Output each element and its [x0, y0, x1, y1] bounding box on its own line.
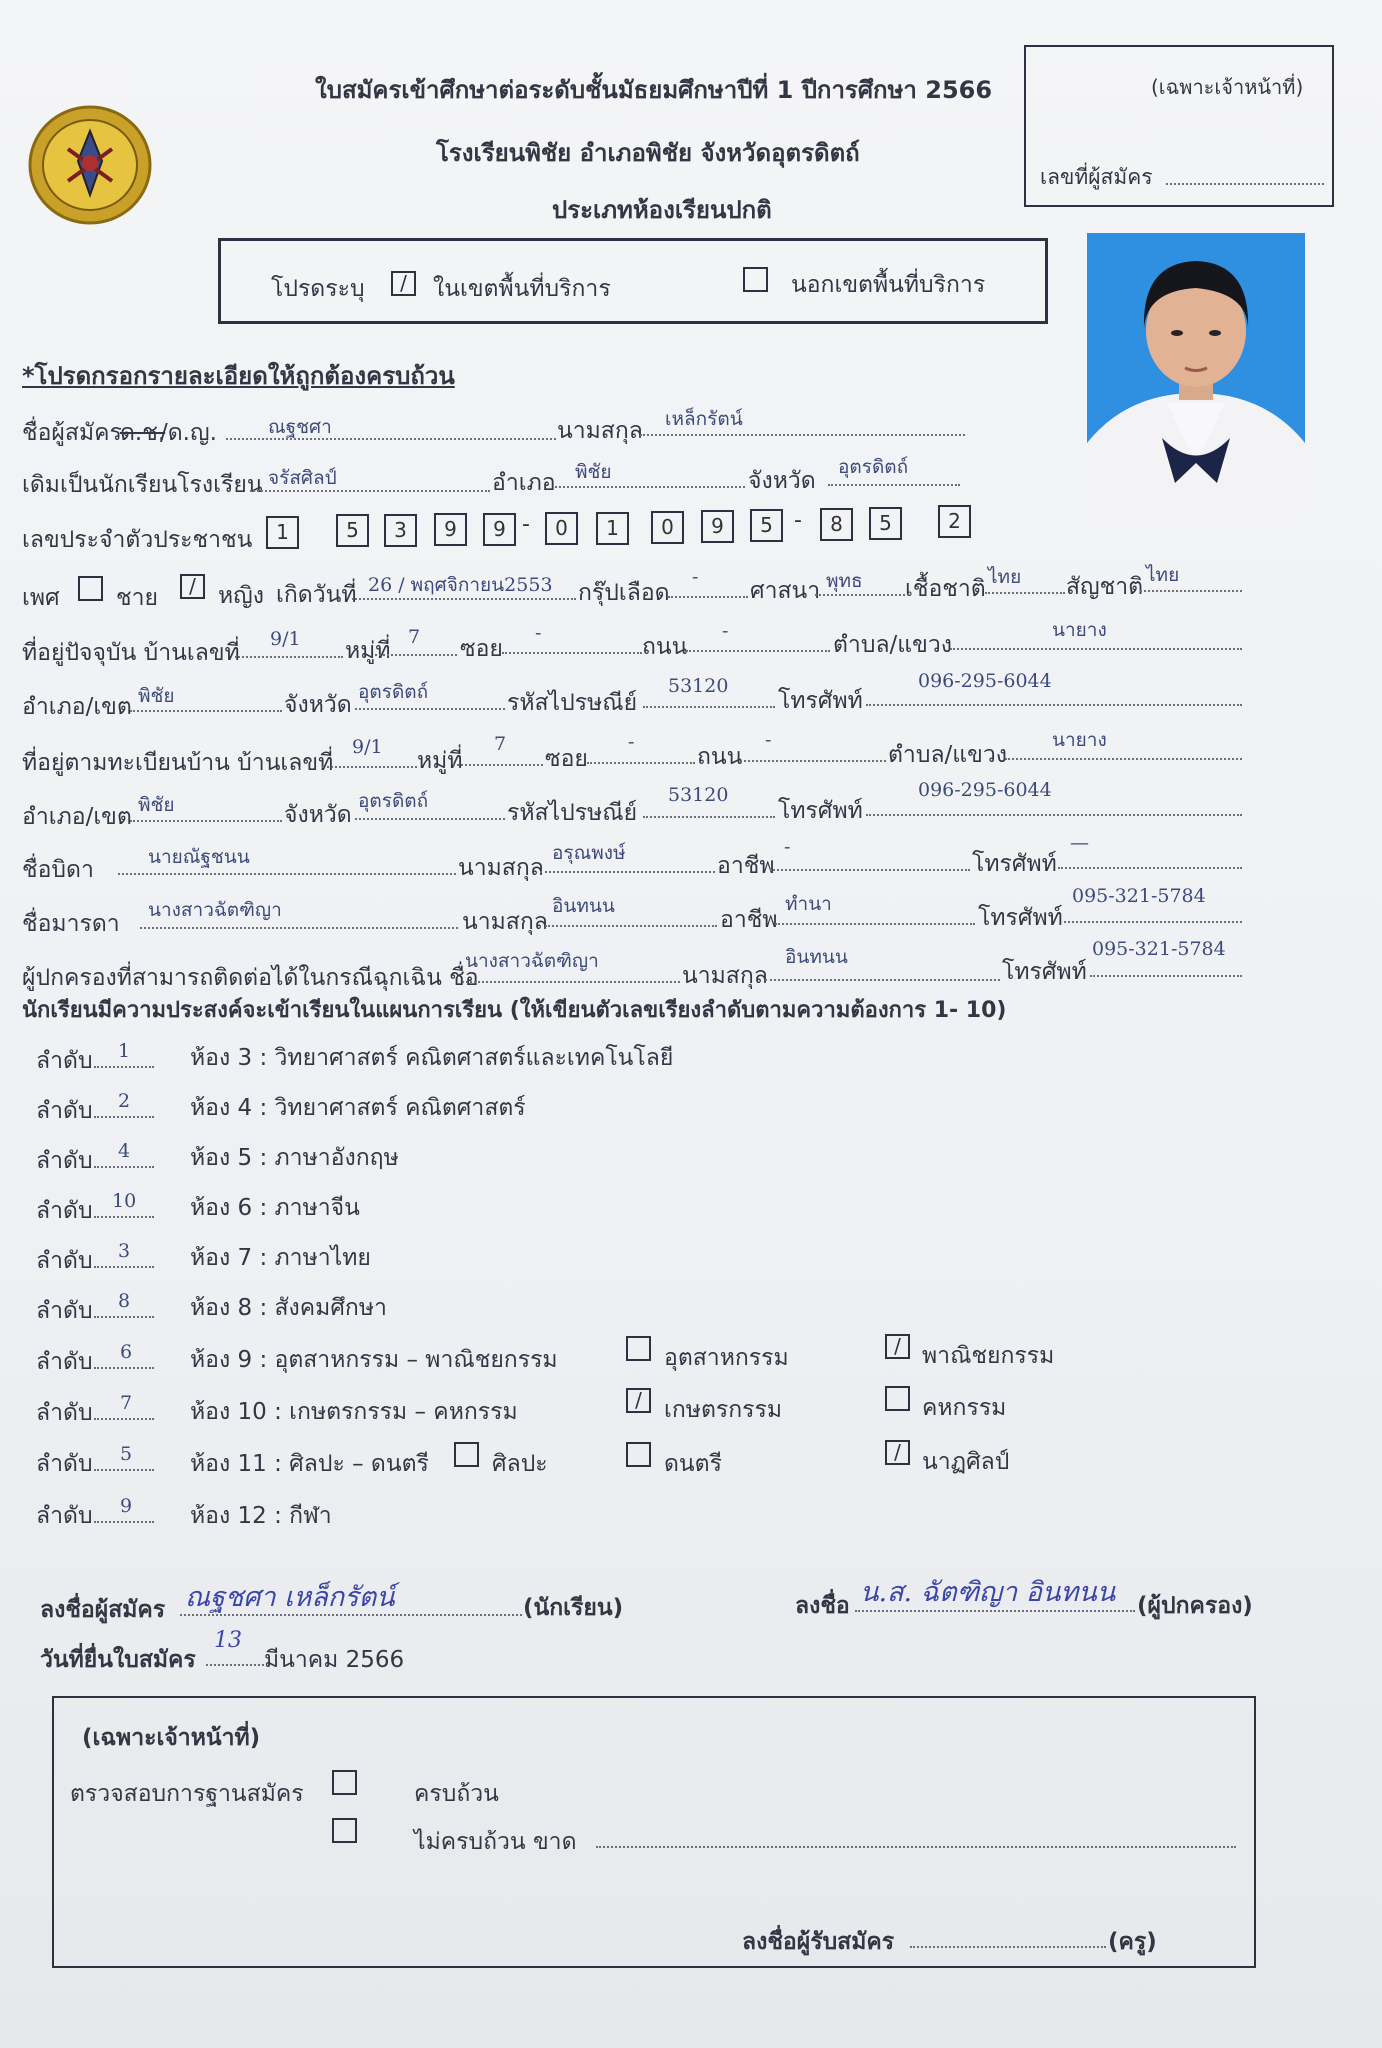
rank-field[interactable]	[94, 1166, 154, 1168]
rank-field[interactable]	[94, 1418, 154, 1420]
title-struck: ด.ช.	[120, 420, 166, 446]
mother-name-value: นางสาวฉัตฑิญา	[148, 899, 282, 921]
plan-room: ห้อง 6 : ภาษาจีน	[190, 1195, 360, 1221]
student-role-label: (นักเรียน)	[523, 1595, 624, 1621]
agriculture-checkbox[interactable]: /	[626, 1388, 651, 1413]
registered-subdistrict-field[interactable]	[1005, 758, 1242, 760]
current-subdistrict-label: ตำบล/แขวง	[833, 632, 952, 658]
blood-field[interactable]	[668, 596, 748, 598]
current-postal-field[interactable]	[643, 706, 775, 708]
rank-field[interactable]	[94, 1116, 154, 1118]
class-type: ประเภทห้องเรียนปกติ	[552, 196, 772, 224]
rank-label: ลำดับ	[36, 1298, 93, 1324]
current-province-value: อุตรดิตถ์	[358, 681, 429, 703]
school-logo-icon	[26, 103, 154, 227]
receiver-sign-label: ลงชื่อผู้รับสมัคร	[742, 1929, 895, 1955]
guardian-surname-field[interactable]	[765, 979, 1000, 981]
birth-value: 26 / พฤศจิกายน2553	[368, 574, 553, 596]
registered-district-field[interactable]	[130, 820, 282, 822]
rank-value: 10	[112, 1190, 137, 1212]
mother-job-field[interactable]	[775, 923, 975, 925]
father-phone-field[interactable]	[1058, 867, 1242, 869]
commerce-label: พาณิชยกรรม	[922, 1343, 1055, 1369]
current-province-label: จังหวัด	[284, 692, 352, 718]
birth-label: เกิดวันที่	[276, 582, 357, 608]
rank-label: ลำดับ	[36, 1048, 93, 1074]
current-moo-label: หมู่ที่	[345, 638, 391, 664]
school-name: โรงเรียนพิชัย อำเภอพิชัย จังหวัดอุตรดิตถ์	[436, 139, 860, 167]
teacher-role-label: (ครู)	[1108, 1929, 1157, 1955]
guardian-label: ผู้ปกครองที่สามารถติดต่อได้ในกรณีฉุกเฉิน ชื่อ	[22, 965, 479, 991]
registered-district-label: อำเภอ/เขต	[22, 804, 132, 830]
rank-value: 5	[120, 1443, 133, 1465]
mother-job-value: ทำนา	[785, 893, 832, 915]
father-name-field[interactable]	[118, 873, 456, 875]
current-phone-field[interactable]	[866, 704, 1242, 706]
agriculture-label: เกษตรกรรม	[664, 1397, 783, 1423]
registered-province-label: จังหวัด	[284, 802, 352, 828]
registered-road-field[interactable]	[740, 760, 886, 762]
complete-checkbox[interactable]	[332, 1770, 357, 1795]
art-label: ศิลปะ	[492, 1451, 548, 1477]
rank-field[interactable]	[94, 1266, 154, 1268]
nationality-value: ไทย	[1146, 564, 1180, 586]
mother-name-field[interactable]	[140, 927, 458, 929]
mother-phone-field[interactable]	[1064, 921, 1242, 923]
art-checkbox[interactable]	[454, 1442, 479, 1467]
rank-value: 3	[118, 1240, 131, 1262]
officer-number-box	[1024, 45, 1334, 207]
current-house-field[interactable]	[235, 656, 343, 658]
rank-field[interactable]	[94, 1316, 154, 1318]
id-digit[interactable]: 1	[596, 512, 629, 545]
id-digit[interactable]: 9	[701, 510, 734, 543]
race-label: เชื้อชาติ	[905, 576, 986, 602]
rank-label: ลำดับ	[36, 1248, 93, 1274]
zone-in-checkbox[interactable]: /	[391, 271, 416, 296]
music-label: ดนตรี	[664, 1451, 722, 1477]
id-digit[interactable]: 0	[545, 512, 578, 545]
id-digit[interactable]: 1	[266, 516, 299, 549]
prev-school-value: จรัสศิลป์	[268, 467, 337, 489]
father-surname-field[interactable]	[540, 871, 715, 873]
rank-value: 4	[118, 1140, 131, 1162]
officer-section-title: (เฉพาะเจ้าหน้าที่)	[82, 1725, 261, 1751]
id-digit[interactable]: 5	[336, 514, 369, 547]
plan-room: ห้อง 10 : เกษตรกรรม – คหกรรม	[190, 1399, 518, 1425]
registered-phone-value: 096-295-6044	[918, 779, 1052, 801]
gender-male-checkbox[interactable]	[78, 576, 103, 601]
registered-phone-label: โทรศัพท์	[778, 798, 863, 824]
zone-out-label: นอกเขตพื้นที่บริการ	[791, 272, 986, 298]
registered-road-label: ถนน	[697, 744, 743, 770]
guardian-name-value: นางสาวฉัตฑิญา	[465, 950, 599, 972]
rank-value: 9	[120, 1495, 133, 1517]
rank-label: ลำดับ	[36, 1451, 93, 1477]
dance-label: นาฏศิลป์	[922, 1449, 1010, 1475]
current-subdistrict-field[interactable]	[950, 648, 1242, 650]
id-digit[interactable]: 3	[384, 514, 417, 547]
father-job-label: อาชีพ	[717, 853, 775, 879]
plan-heading: นักเรียนมีความประสงค์จะเข้าเรียนในแผนการเรียน (ให้เขียนตัวเลขเรียงลำดับตามความต้องการ 1- 10)	[22, 998, 1007, 1023]
id-digit[interactable]: 8	[820, 508, 853, 541]
current-moo-field[interactable]	[375, 654, 457, 656]
plan-room: ห้อง 3 : วิทยาศาสตร์ คณิตศาสตร์และเทคโนโลยี	[190, 1045, 674, 1071]
current-road-value: -	[722, 620, 729, 642]
registered-address-label: ที่อยู่ตามทะเบียนบ้าน บ้านเลขที่	[22, 750, 334, 776]
father-phone-label: โทรศัพท์	[972, 851, 1057, 877]
nationality-label: สัญชาติ	[1066, 574, 1144, 600]
rank-label: ลำดับ	[36, 1098, 93, 1124]
zone-in-label: ในเขตพื้นที่บริการ	[433, 276, 611, 302]
religion-label: ศาสนา	[750, 578, 821, 604]
instruction-text: *โปรดกรอกรายละเอียดให้ถูกต้องครบถ้วน	[22, 362, 455, 390]
zone-selection-box	[218, 238, 1048, 324]
plan-room: ห้อง 9 : อุตสาหกรรม – พาณิชยกรรม	[190, 1347, 558, 1373]
father-phone-value: —	[1070, 832, 1089, 854]
current-postal-label: รหัสไปรษณีย์	[507, 690, 638, 716]
title-girl: /ด.ญ.	[160, 420, 217, 446]
rank-label: ลำดับ	[36, 1400, 93, 1426]
gender-female-checkbox[interactable]: /	[180, 574, 205, 599]
applicant-no-label: เลขที่ผู้สมัคร	[1040, 165, 1153, 189]
submit-day-value: 13	[214, 1628, 242, 1653]
prev-district-label: อำเภอ	[492, 470, 556, 496]
current-house-value: 9/1	[270, 628, 301, 650]
industry-checkbox[interactable]	[626, 1336, 651, 1361]
nationality-field[interactable]	[1140, 590, 1242, 592]
submit-date-label: วันที่ยื่นใบสมัคร	[40, 1647, 196, 1673]
gender-male-label: ชาย	[116, 585, 159, 611]
plan-room: ห้อง 11 : ศิลปะ – ดนตรี	[190, 1451, 429, 1477]
applicant-sign-label: ลงชื่อผู้สมัคร	[40, 1597, 166, 1623]
gender-female-label: หญิง	[218, 583, 264, 609]
registered-postal-label: รหัสไปรษณีย์	[507, 800, 638, 826]
applicant-no-field[interactable]	[1166, 183, 1324, 185]
current-moo-value: 7	[408, 626, 421, 648]
guardian-name-field[interactable]	[462, 981, 680, 983]
home-economics-label: คหกรรม	[922, 1395, 1007, 1421]
rank-field[interactable]	[94, 1367, 154, 1369]
rank-label: ลำดับ	[36, 1349, 93, 1375]
industry-label: อุตสาหกรรม	[664, 1345, 789, 1371]
rank-label: ลำดับ	[36, 1503, 93, 1529]
registered-house-field[interactable]	[322, 766, 417, 768]
guardian-phone-value: 095-321-5784	[1092, 938, 1226, 960]
registered-moo-label: หมู่ที่	[417, 748, 463, 774]
id-digit[interactable]: 2	[938, 505, 971, 538]
current-soi-label: ซอย	[460, 636, 503, 662]
mother-surname-value: อินทนน	[552, 895, 615, 917]
prev-province-value: อุตรดิตถ์	[838, 456, 909, 478]
current-soi-value: -	[535, 622, 542, 644]
prev-province-label: จังหวัด	[748, 468, 816, 494]
home-economics-checkbox[interactable]	[885, 1386, 910, 1411]
father-surname-label: นามสกุล	[458, 855, 544, 881]
current-soi-field[interactable]	[502, 652, 642, 654]
officer-only-label: (เฉพาะเจ้าหน้าที่)	[1151, 75, 1304, 99]
guardian-phone-label: โทรศัพท์	[1002, 959, 1087, 985]
father-label: ชื่อบิดา	[22, 857, 94, 883]
incomplete-label: ไม่ครบถ้วน ขาด	[414, 1829, 577, 1855]
guardian-phone-field[interactable]	[1090, 975, 1242, 977]
guardian-sign-label: ลงชื่อ	[795, 1593, 850, 1619]
mother-surname-field[interactable]	[545, 925, 717, 927]
id-label: เลขประจำตัวประชาชน	[22, 527, 253, 553]
prev-school-label: เดิมเป็นนักเรียนโรงเรียน	[22, 472, 263, 498]
registered-house-value: 9/1	[352, 736, 383, 758]
current-road-field[interactable]	[686, 650, 830, 652]
submit-day-field[interactable]	[206, 1664, 264, 1666]
guardian-role-label: (ผู้ปกครอง)	[1137, 1593, 1253, 1619]
mother-job-label: อาชีพ	[720, 907, 778, 933]
current-district-label: อำเภอ/เขต	[22, 694, 132, 720]
religion-value: พุทธ	[826, 570, 863, 592]
blood-label: กรุ๊ปเลือด	[578, 580, 670, 606]
current-subdistrict-value: นายาง	[1052, 619, 1107, 641]
registered-postal-field[interactable]	[643, 816, 775, 818]
surname-value: เหล็กรัตน์	[665, 408, 743, 430]
guardian-surname-value: อินทนน	[785, 946, 848, 968]
registered-moo-value: 7	[494, 733, 507, 755]
current-phone-label: โทรศัพท์	[778, 688, 863, 714]
submit-month-year: มีนาคม 2566	[264, 1647, 405, 1673]
plan-room: ห้อง 12 : กีฬา	[190, 1503, 332, 1529]
applicant-signature: ณฐชศา เหล็กรัตน์	[185, 1582, 395, 1613]
id-digit[interactable]: 5	[750, 509, 783, 542]
complete-label: ครบถ้วน	[414, 1781, 499, 1807]
guardian-surname-label: นามสกุล	[682, 963, 768, 989]
prev-district-value: พิชัย	[575, 461, 612, 483]
rank-field[interactable]	[94, 1469, 154, 1471]
plan-room: ห้อง 8 : สังคมศึกษา	[190, 1295, 387, 1321]
form-title: ใบสมัครเข้าศึกษาต่อระดับชั้นมัธยมศึกษาปีที่ 1 ปีการศึกษา 2566	[315, 76, 993, 104]
registered-moo-field[interactable]	[453, 764, 543, 766]
registered-soi-field[interactable]	[587, 762, 695, 764]
zone-label: โปรดระบุ	[271, 276, 365, 302]
rank-value: 1	[118, 1040, 131, 1062]
rank-value: 8	[118, 1290, 131, 1312]
registered-soi-label: ซอย	[545, 746, 588, 772]
current-address-label: ที่อยู่ปัจจุบัน บ้านเลขที่	[22, 640, 240, 666]
blood-value: -	[692, 566, 699, 588]
race-value: ไทย	[988, 566, 1022, 588]
current-phone-value: 096-295-6044	[918, 670, 1052, 692]
father-surname-value: อรุณพงษ์	[552, 842, 626, 864]
zone-out-checkbox[interactable]	[743, 267, 768, 292]
application-form-paper: ใบสมัครเข้าศึกษาต่อระดับชั้นมัธยมศึกษาปีที่ 1 ปีการศึกษา 2566 โรงเรียนพิชัย อำเภอพิชัย จังหวัดอุตรดิตถ์ ประเภทห้องเรียนปกติ (เฉพาะเจ้าหน้าที่) เลขที่ผู้สมัคร โปรดระบุ / ในเขตพื้นที่บริการ นอกเขตพื้นที่บริการ *โปรดกรอกรายละเอียดให้ถูกต้องครบถ้วน ชื่อผู้สมัคร ด.ช. /ด.ญ. ณฐชศา นามสกุล เหล็กรัตน์ เดิมเป็นนักเรียนโรงเรียน จรัสศิลป์ อำเภอ พิชัย จังหวัด อุตรดิตถ์ เลขประจำตัวประชาชน 1 5 3 9 9 - 0 1 0 9 5 - 8 5 2 เพศ ชาย / หญิง เกิดวันที่ 26 / พฤศจิกายน2553 กรุ๊ปเลือด - ศาสนา พุทธ เชื้อชาติ ไทย สัญชาติ ไทย ที่อยู่ปัจจุบัน บ้านเลขที่ 9/1 หมู่ที่ 7 ซอย - ถนน - ตำบล/แขวง นายาง อำเภอ/เขต พิชัย จังหวัด อุตรดิตถ์ รหัสไปรษณีย์ 53120 โทรศัพท์ 096-295-6044 ที่อยู่ตามทะเบียนบ้าน บ้านเลขที่ 9/1 หมู่ที่ 7 ซอย - ถนน - ตำบล/แขวง นายาง อำเภอ/เขต พิชัย จังหวัด อุตรดิตถ์ รหัสไปรษณีย์ 53120 โทรศัพท์ 096-295-6044 ชื่อบิดา นายณัฐชนน นามสกุล อรุณพงษ์ อาชีพ - โทรศัพท์ — ชื่อมารดา นางสาวฉัตฑิญา นามสกุล อินทนน อาชีพ ทำนา โทรศัพท์ 095-321-5784 ผู้ปกครองที่สามารถติดต่อได้ในกรณีฉุกเฉิน ชื่อ นางสาวฉัตฑิญา นามสกุล อินทนน โทรศัพท์ 095-321-5784 นักเรียนมีความประสงค์จะเข้าเรียนในแผนการเรียน (ให้เขียนตัวเลขเรียงลำดับตามความต้องการ 1- 10) ลำดับ 1 ห้อง 3 : วิทยาศาสตร์ คณิตศาสตร์และเทคโนโลยี ลำดับ 2 ห้อง 4 : วิทยาศาสตร์ คณิตศาสตร์ ลำดับ 4 ห้อง 5 : ภาษาอังกฤษ ลำดับ 10 ห้อง 6 : ภาษาจีน ลำดับ 3 ห้อง 7 : ภาษาไทย ลำดับ 8 ห้อง 8 : สังคมศึกษา ลำดับ 6 ห้อง 9 : อุตสาหกรรม – พาณิชยกรรม ลำดับ 7 ห้อง 10 : เกษตรกรรม – คหกรรม ลำดับ 5 ห้อง 11 : ศิลปะ – ดนตรี ลำดับ 9 ห้อง 12 : กีฬา อุตสาหกรรม / พาณิชยกรรม / เกษตรกรรม คหกรรม ศิลปะ ดนตรี / นาฏศิลป์ ลงชื่อผู้สมัคร ณฐชศา เหล็กรัตน์ (นักเรียน) ลงชื่อ น.ส. ฉัตฑิญา อินทนน (ผู้ปกครอง) วันที่ยื่นใบสมัคร 13 มีนาคม 2566 (เฉพาะเจ้าหน้าที่) ตรวจสอบการฐานสมัคร ครบถ้วน ไม่ครบถ้วน ขาด ลงชื่อผู้รับสมัคร (ครู)	[0, 0, 1382, 2048]
rank-field[interactable]	[94, 1216, 154, 1218]
surname-label: นามสกุล	[557, 418, 643, 444]
registered-postal-value: 53120	[668, 784, 729, 806]
plan-room: ห้อง 5 : ภาษาอังกฤษ	[190, 1145, 399, 1171]
id-digit[interactable]: 9	[434, 513, 467, 546]
registered-subdistrict-value: นายาง	[1052, 729, 1107, 751]
mother-phone-label: โทรศัพท์	[978, 905, 1063, 931]
registered-district-value: พิชัย	[138, 794, 175, 816]
father-job-value: -	[784, 836, 791, 858]
officer-section	[52, 1696, 1256, 1968]
id-digit[interactable]: 9	[483, 513, 516, 546]
mother-label: ชื่อมารดา	[22, 911, 120, 937]
rank-label: ลำดับ	[36, 1198, 93, 1224]
receiver-signature-line[interactable]	[910, 1946, 1106, 1948]
father-job-field[interactable]	[770, 869, 970, 871]
registered-road-value: -	[765, 729, 772, 751]
commerce-checkbox[interactable]: /	[885, 1334, 910, 1359]
guardian-signature: น.ส. ฉัตฑิญา อินทนน	[860, 1577, 1116, 1608]
surname-field[interactable]	[640, 434, 965, 436]
father-name-value: นายณัฐชนน	[148, 846, 250, 868]
applicant-photo	[1087, 233, 1305, 515]
current-province-field[interactable]	[355, 708, 505, 710]
music-checkbox[interactable]	[626, 1442, 651, 1467]
registered-soi-value: -	[628, 731, 635, 753]
plan-room: ห้อง 4 : วิทยาศาสตร์ คณิตศาสตร์	[190, 1095, 526, 1121]
id-digit[interactable]: 0	[651, 511, 684, 544]
rank-field[interactable]	[94, 1066, 154, 1068]
dance-checkbox[interactable]: /	[885, 1440, 910, 1465]
rank-label: ลำดับ	[36, 1148, 93, 1174]
registered-province-value: อุตรดิตถ์	[358, 790, 429, 812]
mother-surname-label: นามสกุล	[462, 909, 548, 935]
missing-documents-field[interactable]	[596, 1846, 1236, 1848]
plan-room: ห้อง 7 : ภาษาไทย	[190, 1245, 371, 1271]
current-road-label: ถนน	[642, 634, 688, 660]
rank-field[interactable]	[94, 1521, 154, 1523]
first-name-value: ณฐชศา	[268, 416, 332, 438]
current-district-value: พิชัย	[138, 685, 175, 707]
gender-label: เพศ	[22, 585, 60, 611]
id-digit[interactable]: 5	[869, 507, 902, 540]
registered-subdistrict-label: ตำบล/แขวง	[888, 742, 1007, 768]
prev-province-field[interactable]	[828, 484, 960, 486]
rank-value: 2	[118, 1090, 131, 1112]
mother-phone-value: 095-321-5784	[1072, 885, 1206, 907]
registered-province-field[interactable]	[355, 818, 505, 820]
document-check-label: ตรวจสอบการฐานสมัคร	[70, 1781, 304, 1807]
current-postal-value: 53120	[668, 675, 729, 697]
registered-phone-field[interactable]	[866, 814, 1242, 816]
rank-value: 6	[120, 1341, 133, 1363]
rank-value: 7	[120, 1392, 133, 1414]
incomplete-checkbox[interactable]	[332, 1818, 357, 1843]
race-field[interactable]	[985, 592, 1065, 594]
name-label: ชื่อผู้สมัคร	[22, 420, 122, 446]
